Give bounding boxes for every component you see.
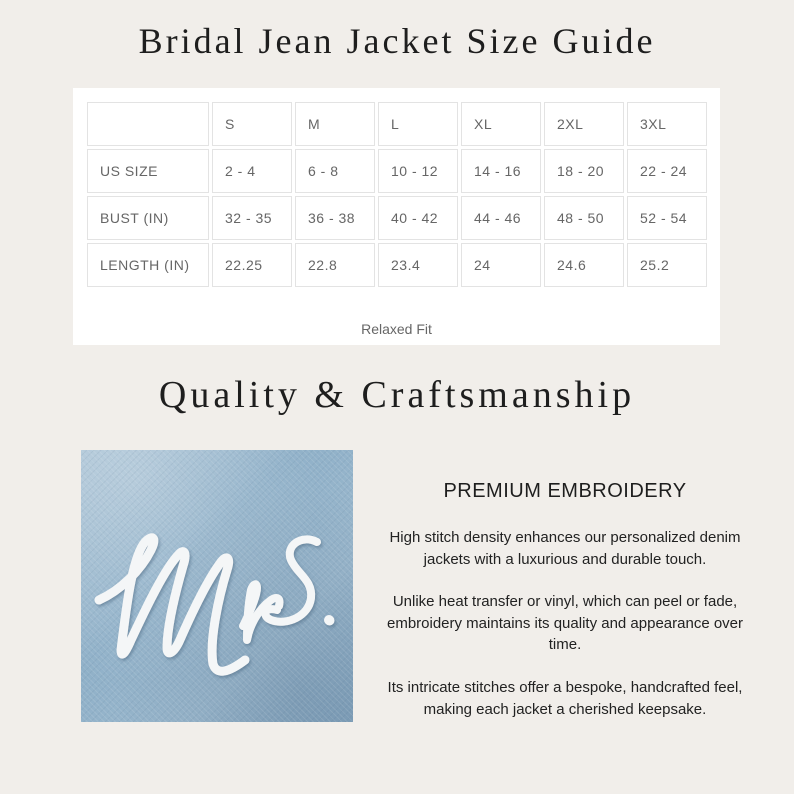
header-cell: XL: [461, 102, 541, 146]
paragraph-keepsake: Its intricate stitches offer a bespoke, handcrafted feel, making each jacket a cherished keepsake.: [387, 679, 743, 718]
table-cell: 18 - 20: [544, 149, 624, 193]
header-cell: M: [295, 102, 375, 146]
table-cell: 22.8: [295, 243, 375, 287]
header-cell: L: [378, 102, 458, 146]
row-label: LENGTH (IN): [87, 243, 209, 287]
table-cell: 22 - 24: [627, 149, 707, 193]
table-cell: 44 - 46: [461, 196, 541, 240]
table-row: [87, 149, 707, 193]
header-cell: 2XL: [544, 102, 624, 146]
embroidered-denim-photo: [81, 450, 353, 722]
paragraph-durability: Unlike heat transfer or vinyl, which can peel or fade, embroidery maintains its quality and appearance over time.: [386, 593, 744, 653]
table-cell: 32 - 35: [212, 196, 292, 240]
table-header-row: [87, 102, 707, 146]
row-label: BUST (IN): [87, 196, 209, 240]
header-cell: [87, 102, 209, 146]
header-cell: 3XL: [627, 102, 707, 146]
table-cell: 2 - 4: [212, 149, 292, 193]
header-cell: S: [212, 102, 292, 146]
table-cell: 24: [461, 243, 541, 287]
fit-note: Relaxed Fit: [361, 321, 432, 337]
paragraph-stitch-density: High stitch density enhances our personalized denim jackets with a luxurious and durable touch.: [389, 529, 741, 568]
table-cell: 23.4: [378, 243, 458, 287]
row-label: US SIZE: [87, 149, 209, 193]
table-cell: 36 - 38: [295, 196, 375, 240]
quality-title: Quality & Craftsmanship: [158, 374, 636, 416]
table-cell: 10 - 12: [378, 149, 458, 193]
table-cell: 14 - 16: [461, 149, 541, 193]
table-cell: 6 - 8: [295, 149, 375, 193]
mrs-embroidery-illustration: [81, 450, 353, 722]
table-row: [87, 243, 707, 287]
table-row: [87, 196, 707, 240]
size-guide-title: Bridal Jean Jacket Size Guide: [138, 21, 656, 61]
table-cell: 48 - 50: [544, 196, 624, 240]
table-cell: 25.2: [627, 243, 707, 287]
table-cell: 22.25: [212, 243, 292, 287]
size-chart-table: [84, 99, 710, 290]
table-cell: 24.6: [544, 243, 624, 287]
embroidery-heading: PREMIUM EMBROIDERY: [443, 480, 687, 502]
size-chart-card: [73, 88, 720, 345]
table-cell: 52 - 54: [627, 196, 707, 240]
table-cell: 40 - 42: [378, 196, 458, 240]
